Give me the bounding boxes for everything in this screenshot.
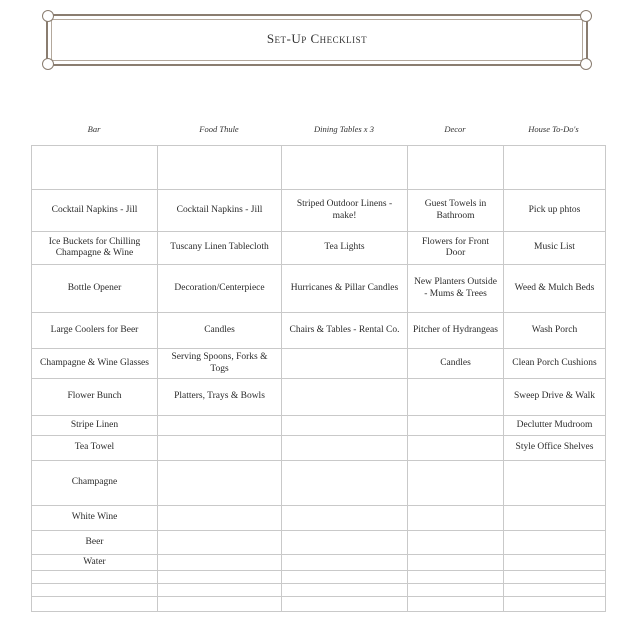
cell-decor: Guest Towels in Bathroom bbox=[408, 190, 504, 232]
cell-bar: Water bbox=[32, 555, 158, 571]
cell-dining bbox=[282, 349, 408, 379]
cell-decor bbox=[408, 379, 504, 416]
table-row bbox=[32, 190, 606, 232]
frame-corner bbox=[42, 58, 54, 70]
cell-house bbox=[504, 146, 606, 190]
cell-food bbox=[158, 571, 282, 584]
cell-bar: Bottle Opener bbox=[32, 265, 158, 313]
cell-house: Pick up phtos bbox=[504, 190, 606, 232]
cell-dining bbox=[282, 146, 408, 190]
cell-bar: Stripe Linen bbox=[32, 416, 158, 436]
cell-food: Serving Spoons, Forks & Togs bbox=[158, 349, 282, 379]
cell-decor bbox=[408, 531, 504, 555]
table-row bbox=[32, 313, 606, 349]
cell-food bbox=[158, 461, 282, 506]
table-row bbox=[32, 531, 606, 555]
cell-dining bbox=[282, 416, 408, 436]
cell-decor bbox=[408, 146, 504, 190]
column-header-dining: Dining Tables x 3 bbox=[314, 124, 374, 134]
page-title: Set-Up Checklist bbox=[266, 31, 368, 46]
cell-dining: Chairs & Tables - Rental Co. bbox=[282, 313, 408, 349]
cell-decor: Candles bbox=[408, 349, 504, 379]
table-row bbox=[32, 461, 606, 506]
cell-food bbox=[158, 436, 282, 461]
column-header-food: Food Thule bbox=[199, 124, 239, 134]
frame-corner bbox=[580, 58, 592, 70]
cell-decor: New Planters Outside - Mums & Trees bbox=[408, 265, 504, 313]
cell-house: Style Office Shelves bbox=[504, 436, 606, 461]
cell-decor bbox=[408, 436, 504, 461]
cell-food: Tuscany Linen Tablecloth bbox=[158, 232, 282, 265]
cell-food bbox=[158, 416, 282, 436]
cell-dining: Tea Lights bbox=[282, 232, 408, 265]
table-row bbox=[32, 416, 606, 436]
column-header-bar: Bar bbox=[87, 124, 101, 134]
cell-bar: Tea Towel bbox=[32, 436, 158, 461]
cell-decor bbox=[408, 506, 504, 531]
table-row bbox=[32, 436, 606, 461]
frame-corner bbox=[42, 10, 54, 22]
table-row bbox=[32, 555, 606, 571]
cell-bar bbox=[32, 584, 158, 597]
cell-house: Weed & Mulch Beds bbox=[504, 265, 606, 313]
title-frame bbox=[46, 14, 588, 66]
cell-dining bbox=[282, 555, 408, 571]
cell-decor bbox=[408, 461, 504, 506]
column-header-decor: Decor bbox=[444, 124, 466, 134]
cell-dining bbox=[282, 531, 408, 555]
cell-house bbox=[504, 597, 606, 612]
cell-bar bbox=[32, 571, 158, 584]
cell-food: Decoration/Centerpiece bbox=[158, 265, 282, 313]
cell-house: Sweep Drive & Walk bbox=[504, 379, 606, 416]
table-row bbox=[32, 506, 606, 531]
cell-bar: Ice Buckets for Chilling Champagne & Wine bbox=[32, 232, 158, 265]
cell-dining: Hurricanes & Pillar Candles bbox=[282, 265, 408, 313]
cell-food: Cocktail Napkins - Jill bbox=[158, 190, 282, 232]
cell-dining bbox=[282, 571, 408, 584]
cell-bar: Champagne & Wine Glasses bbox=[32, 349, 158, 379]
cell-food: Candles bbox=[158, 313, 282, 349]
cell-decor bbox=[408, 571, 504, 584]
cell-bar bbox=[32, 146, 158, 190]
cell-house bbox=[504, 584, 606, 597]
cell-dining bbox=[282, 379, 408, 416]
table-row bbox=[32, 349, 606, 379]
checklist-body bbox=[32, 146, 606, 612]
cell-decor: Pitcher of Hydrangeas bbox=[408, 313, 504, 349]
cell-food bbox=[158, 555, 282, 571]
cell-house bbox=[504, 555, 606, 571]
cell-decor bbox=[408, 584, 504, 597]
cell-bar: White Wine bbox=[32, 506, 158, 531]
cell-food bbox=[158, 146, 282, 190]
checklist-table bbox=[31, 145, 606, 612]
cell-house: Clean Porch Cushions bbox=[504, 349, 606, 379]
cell-food: Platters, Trays & Bowls bbox=[158, 379, 282, 416]
cell-house bbox=[504, 531, 606, 555]
cell-bar: Champagne bbox=[32, 461, 158, 506]
cell-food bbox=[158, 597, 282, 612]
table-row bbox=[32, 584, 606, 597]
cell-dining bbox=[282, 506, 408, 531]
cell-house bbox=[504, 571, 606, 584]
cell-house: Music List bbox=[504, 232, 606, 265]
cell-bar bbox=[32, 597, 158, 612]
column-header-house: House To-Do's bbox=[528, 124, 579, 134]
cell-house bbox=[504, 461, 606, 506]
cell-food bbox=[158, 584, 282, 597]
cell-decor bbox=[408, 597, 504, 612]
cell-food bbox=[158, 531, 282, 555]
cell-dining bbox=[282, 461, 408, 506]
cell-bar: Large Coolers for Beer bbox=[32, 313, 158, 349]
cell-bar: Cocktail Napkins - Jill bbox=[32, 190, 158, 232]
cell-house bbox=[504, 506, 606, 531]
table-row bbox=[32, 571, 606, 584]
cell-dining: Striped Outdoor Linens - make! bbox=[282, 190, 408, 232]
cell-decor: Flowers for Front Door bbox=[408, 232, 504, 265]
table-row bbox=[32, 232, 606, 265]
frame-corner bbox=[580, 10, 592, 22]
cell-decor bbox=[408, 555, 504, 571]
table-row bbox=[32, 597, 606, 612]
table-row bbox=[32, 379, 606, 416]
cell-dining bbox=[282, 436, 408, 461]
cell-bar: Beer bbox=[32, 531, 158, 555]
cell-house: Declutter Mudroom bbox=[504, 416, 606, 436]
cell-food bbox=[158, 506, 282, 531]
cell-bar: Flower Bunch bbox=[32, 379, 158, 416]
cell-dining bbox=[282, 597, 408, 612]
cell-house: Wash Porch bbox=[504, 313, 606, 349]
cell-dining bbox=[282, 584, 408, 597]
table-row bbox=[32, 265, 606, 313]
table-row bbox=[32, 146, 606, 190]
cell-decor bbox=[408, 416, 504, 436]
column-headers bbox=[31, 124, 604, 138]
